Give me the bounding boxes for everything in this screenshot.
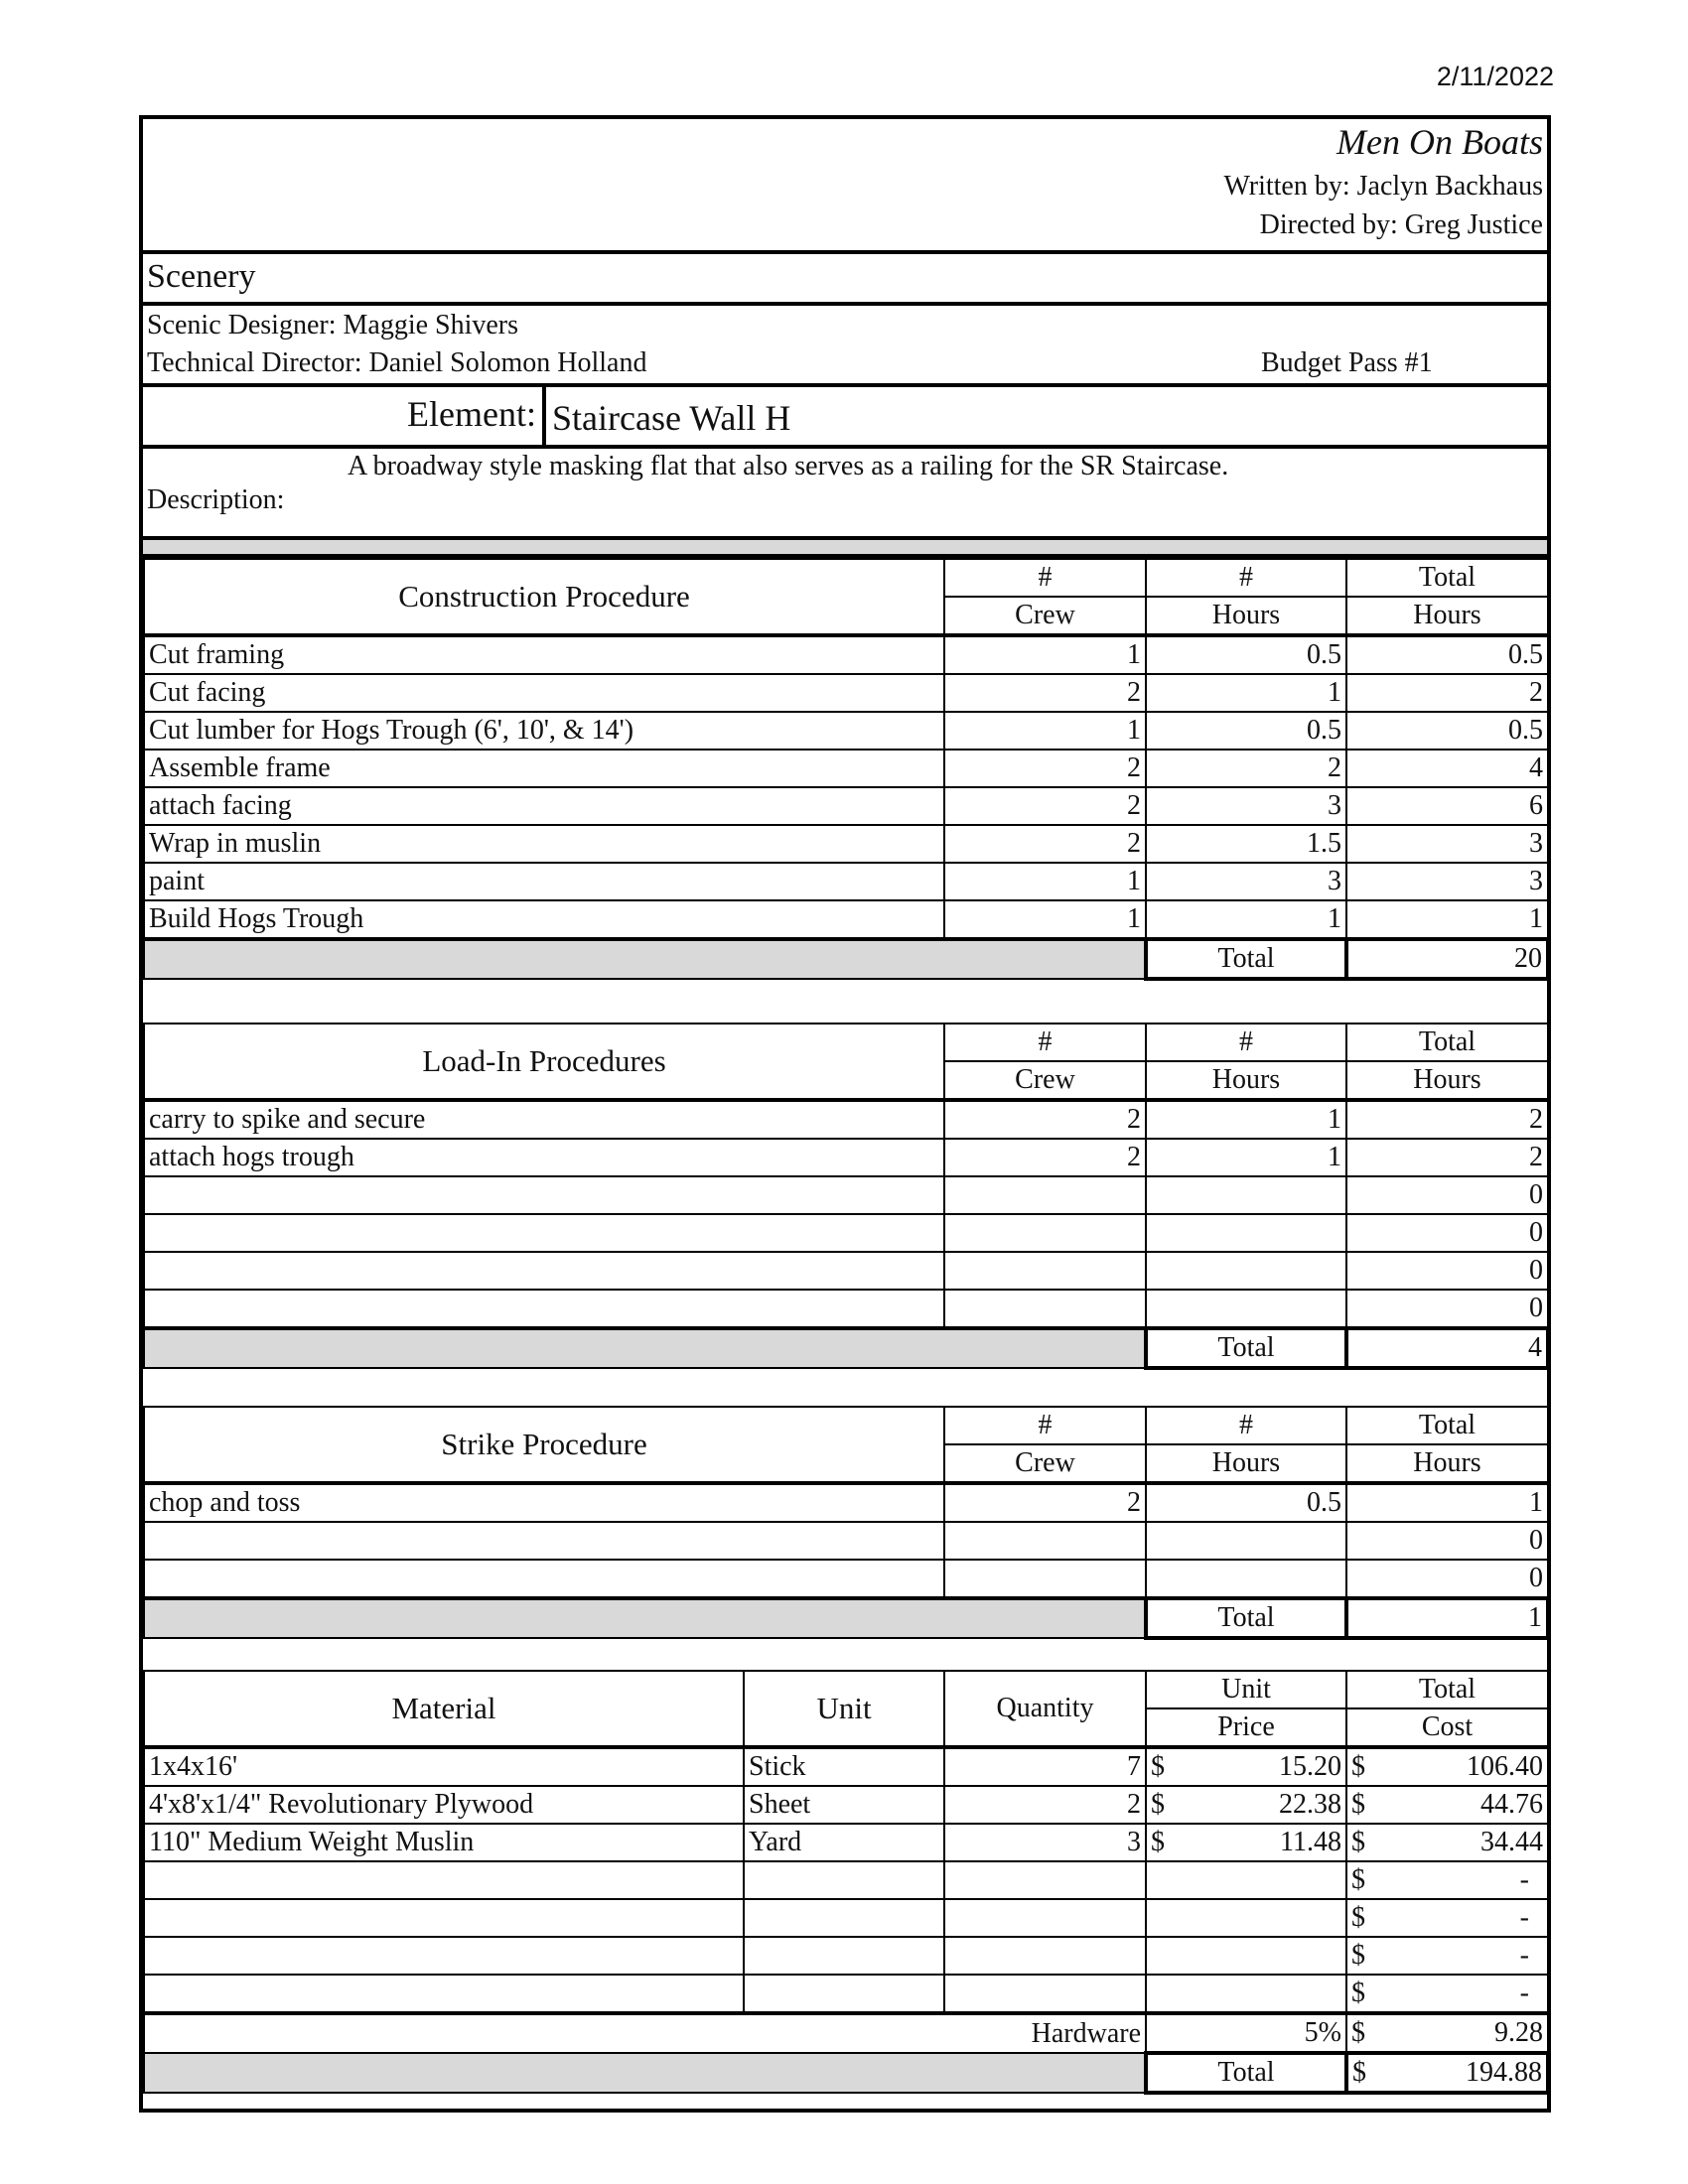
total-cost-cell — [1346, 1747, 1548, 1786]
loadin-table — [143, 1023, 1550, 1370]
quantity-cell: 2 — [944, 1786, 1146, 1824]
table-row — [144, 1899, 1548, 1937]
total-cell: 0 — [1346, 1560, 1548, 1598]
quantity-cell: 7 — [944, 1747, 1146, 1786]
department-title: Scenery — [147, 258, 256, 295]
unit-price-header-1: Unit — [1146, 1671, 1346, 1708]
hours-header: Hours — [1146, 1061, 1346, 1100]
currency-symbol: $ — [1351, 1940, 1365, 1971]
unit-price-cell — [1146, 1937, 1346, 1975]
budget-sheet — [139, 115, 1551, 2113]
total-cost-cell — [1346, 1861, 1548, 1899]
task-cell: carry to spike and secure — [144, 1100, 944, 1139]
hardware-cost-value: 9.28 — [1494, 2017, 1543, 2048]
hours-cell — [1146, 1252, 1346, 1290]
hours-header: Hours — [1146, 1444, 1346, 1483]
currency-symbol: $ — [1352, 2057, 1366, 2088]
total-cell: 2 — [1346, 1100, 1548, 1139]
credits-block — [143, 306, 1547, 387]
quantity-cell: 3 — [944, 1824, 1146, 1861]
hours-cell: 3 — [1146, 863, 1346, 900]
currency-symbol: $ — [1351, 1902, 1365, 1933]
total-label: Total — [1146, 1328, 1346, 1368]
department-bar — [143, 254, 1547, 306]
task-cell: Wrap in muslin — [144, 825, 944, 863]
material-cell — [144, 1899, 744, 1937]
total-cost-value: 44.76 — [1480, 1789, 1543, 1820]
total-header: Total — [1346, 1024, 1548, 1061]
task-cell — [144, 1252, 944, 1290]
element-name: Staircase Wall H — [552, 398, 791, 438]
table-row — [144, 1100, 1548, 1139]
description-label: Description: — [147, 484, 285, 515]
scenic-designer: Scenic Designer: Maggie Shivers — [147, 310, 519, 341]
total-cost-cell — [1346, 1786, 1548, 1824]
crew-cell: 2 — [944, 787, 1146, 825]
show-header — [143, 119, 1547, 254]
table-row — [144, 1560, 1548, 1598]
crew-cell: 1 — [944, 712, 1146, 750]
table-row — [144, 825, 1548, 863]
table-row — [144, 674, 1548, 712]
total-cost-value: - — [1519, 1940, 1529, 1971]
hours-cell: 1 — [1146, 674, 1346, 712]
total-cell: 2 — [1346, 674, 1548, 712]
task-cell: attach facing — [144, 787, 944, 825]
hours-cell: 0.5 — [1146, 635, 1346, 674]
task-cell: Cut framing — [144, 635, 944, 674]
materials-table — [143, 1670, 1550, 2095]
hardware-percent: 5% — [1146, 2013, 1346, 2053]
quantity-cell — [944, 1975, 1146, 2013]
hardware-label: Hardware — [144, 2013, 1146, 2053]
show-title: Men On Boats — [1336, 122, 1543, 162]
total-hours-header: Hours — [1346, 1061, 1548, 1100]
crew-cell: 1 — [944, 863, 1146, 900]
material-cell — [144, 1975, 744, 2013]
table-row — [144, 1824, 1548, 1861]
crew-cell: 2 — [944, 1483, 1146, 1522]
unit-cell — [744, 1899, 944, 1937]
unit-price-cell — [1146, 1861, 1346, 1899]
total-cell: 0.5 — [1346, 635, 1548, 674]
hours-cell — [1146, 1214, 1346, 1252]
total-cell: 6 — [1346, 787, 1548, 825]
material-cell: 4'x8'x1/4" Revolutionary Plywood — [144, 1786, 744, 1824]
table-row — [144, 1975, 1548, 2013]
table-row — [144, 1176, 1548, 1214]
unit-cell: Sheet — [744, 1786, 944, 1824]
total-cost-cell — [1346, 1937, 1548, 1975]
table-row — [144, 635, 1548, 674]
unit-price-cell — [1146, 1747, 1346, 1786]
total-cost-cell — [1346, 1824, 1548, 1861]
hours-cell — [1146, 1176, 1346, 1214]
total-label: Total — [1146, 1598, 1346, 1638]
table-row — [144, 1522, 1548, 1560]
table-row — [144, 1786, 1548, 1824]
unit-price-cell — [1146, 1975, 1346, 2013]
hours-hash: # — [1146, 1024, 1346, 1061]
technical-director: Technical Director: Daniel Solomon Holland — [147, 347, 647, 378]
crew-hash: # — [944, 1024, 1146, 1061]
unit-price-header-2: Price — [1146, 1708, 1346, 1747]
task-cell — [144, 1290, 944, 1328]
table-row — [144, 1290, 1548, 1328]
quantity-cell — [944, 1937, 1146, 1975]
spacer — [143, 540, 1547, 558]
hours-cell: 1 — [1146, 1100, 1346, 1139]
total-cell: 1 — [1346, 900, 1548, 939]
strike-total: 1 — [1346, 1598, 1548, 1638]
total-cell: 0.5 — [1346, 712, 1548, 750]
unit-header: Unit — [744, 1671, 944, 1747]
task-cell: Cut lumber for Hogs Trough (6', 10', & 14') — [144, 712, 944, 750]
crew-cell: 2 — [944, 750, 1146, 787]
task-cell: Build Hogs Trough — [144, 900, 944, 939]
total-cost-value: 106.40 — [1467, 1751, 1543, 1782]
materials-total-value: 194.88 — [1466, 2057, 1542, 2088]
loadin-title: Load-In Procedures — [144, 1024, 944, 1100]
total-cell: 0 — [1346, 1214, 1548, 1252]
total-header: Total — [1346, 1407, 1548, 1444]
construction-table — [143, 558, 1550, 981]
currency-symbol: $ — [1151, 1789, 1165, 1820]
total-cell: 2 — [1346, 1139, 1548, 1176]
total-cost-cell — [1346, 1975, 1548, 2013]
strike-title: Strike Procedure — [144, 1407, 944, 1483]
document-date: 2/11/2022 — [1436, 62, 1554, 91]
table-row — [144, 863, 1548, 900]
hours-cell — [1146, 1560, 1346, 1598]
crew-cell — [944, 1522, 1146, 1560]
hours-cell — [1146, 1290, 1346, 1328]
task-cell: attach hogs trough — [144, 1139, 944, 1176]
currency-symbol: $ — [1351, 1827, 1365, 1857]
construction-total: 20 — [1346, 939, 1548, 979]
table-row — [144, 1139, 1548, 1176]
unit-cell — [744, 1937, 944, 1975]
materials-total — [1346, 2053, 1548, 2093]
total-cost-value: - — [1519, 1864, 1529, 1895]
task-cell: paint — [144, 863, 944, 900]
crew-cell: 2 — [944, 1100, 1146, 1139]
table-row — [144, 1483, 1548, 1522]
unit-price-cell — [1146, 1899, 1346, 1937]
currency-symbol: $ — [1351, 1751, 1365, 1782]
task-cell — [144, 1176, 944, 1214]
total-cell: 3 — [1346, 825, 1548, 863]
hardware-cost — [1346, 2013, 1548, 2053]
crew-cell: 1 — [944, 900, 1146, 939]
crew-cell — [944, 1176, 1146, 1214]
grey-fill — [144, 1598, 1146, 1638]
hours-cell — [1146, 1522, 1346, 1560]
grey-fill — [144, 2053, 1146, 2093]
table-row — [144, 1252, 1548, 1290]
hours-hash: # — [1146, 559, 1346, 597]
unit-price-value: 11.48 — [1280, 1827, 1341, 1857]
hours-header: Hours — [1146, 597, 1346, 635]
budget-pass: Budget Pass #1 — [1261, 347, 1433, 378]
currency-symbol: $ — [1151, 1827, 1165, 1857]
unit-cell — [744, 1975, 944, 2013]
task-cell — [144, 1214, 944, 1252]
quantity-cell — [944, 1861, 1146, 1899]
table-row — [144, 1747, 1548, 1786]
table-row — [144, 1937, 1548, 1975]
hours-cell: 0.5 — [1146, 712, 1346, 750]
description-block — [143, 449, 1547, 540]
total-cell: 0 — [1346, 1522, 1548, 1560]
element-bar — [143, 387, 1547, 449]
total-label: Total — [1146, 2053, 1346, 2093]
unit-cell — [744, 1861, 944, 1899]
crew-cell: 2 — [944, 674, 1146, 712]
total-cell: 0 — [1346, 1176, 1548, 1214]
unit-cell: Yard — [744, 1824, 944, 1861]
total-cost-header-1: Total — [1346, 1671, 1548, 1708]
total-cost-cell — [1346, 1899, 1548, 1937]
total-hours-header: Hours — [1346, 1444, 1548, 1483]
crew-cell: 2 — [944, 825, 1146, 863]
total-cost-value: - — [1519, 1978, 1529, 2008]
currency-symbol: $ — [1151, 1751, 1165, 1782]
task-cell: chop and toss — [144, 1483, 944, 1522]
unit-price-cell — [1146, 1824, 1346, 1861]
unit-cell: Stick — [744, 1747, 944, 1786]
quantity-cell — [944, 1899, 1146, 1937]
material-cell: 110" Medium Weight Muslin — [144, 1824, 744, 1861]
total-cost-value: 34.44 — [1480, 1827, 1543, 1857]
table-row — [144, 1861, 1548, 1899]
crew-cell — [944, 1560, 1146, 1598]
task-cell: Assemble frame — [144, 750, 944, 787]
total-cost-value: - — [1519, 1902, 1529, 1933]
unit-price-cell — [1146, 1786, 1346, 1824]
currency-symbol: $ — [1351, 1864, 1365, 1895]
table-row — [144, 712, 1548, 750]
material-cell — [144, 1861, 744, 1899]
hours-cell: 1.5 — [1146, 825, 1346, 863]
material-header: Material — [144, 1671, 744, 1747]
directed-by: Directed by: Greg Justice — [1259, 209, 1543, 240]
hours-cell: 1 — [1146, 1139, 1346, 1176]
element-label: Element: — [407, 394, 536, 434]
table-row — [144, 787, 1548, 825]
unit-price-value: 22.38 — [1279, 1789, 1341, 1820]
crew-cell: 2 — [944, 1139, 1146, 1176]
hours-cell: 1 — [1146, 900, 1346, 939]
crew-cell — [944, 1252, 1146, 1290]
construction-title: Construction Procedure — [144, 559, 944, 635]
crew-header: Crew — [944, 1444, 1146, 1483]
crew-cell: 1 — [944, 635, 1146, 674]
crew-header: Crew — [944, 597, 1146, 635]
hours-cell: 3 — [1146, 787, 1346, 825]
task-cell — [144, 1560, 944, 1598]
written-by: Written by: Jaclyn Backhaus — [1223, 171, 1543, 202]
crew-cell — [944, 1214, 1146, 1252]
description-text: A broadway style masking flat that also serves as a railing for the SR Staircase. — [348, 451, 1229, 481]
hours-cell: 0.5 — [1146, 1483, 1346, 1522]
strike-table — [143, 1406, 1550, 1640]
task-cell — [144, 1522, 944, 1560]
crew-cell — [944, 1290, 1146, 1328]
currency-symbol: $ — [1351, 1789, 1365, 1820]
grey-fill — [144, 1328, 1146, 1368]
total-header: Total — [1346, 559, 1548, 597]
table-row — [144, 1214, 1548, 1252]
material-cell: 1x4x16' — [144, 1747, 744, 1786]
total-hours-header: Hours — [1346, 597, 1548, 635]
crew-hash: # — [944, 1407, 1146, 1444]
grey-fill — [144, 939, 1146, 979]
table-row — [144, 900, 1548, 939]
total-cost-header-2: Cost — [1346, 1708, 1548, 1747]
total-cell: 0 — [1346, 1252, 1548, 1290]
currency-symbol: $ — [1351, 1978, 1365, 2008]
task-cell: Cut facing — [144, 674, 944, 712]
total-cell: 3 — [1346, 863, 1548, 900]
table-row — [144, 750, 1548, 787]
total-cell: 0 — [1346, 1290, 1548, 1328]
loadin-total: 4 — [1346, 1328, 1548, 1368]
total-label: Total — [1146, 939, 1346, 979]
material-cell — [144, 1937, 744, 1975]
total-cell: 4 — [1346, 750, 1548, 787]
crew-hash: # — [944, 559, 1146, 597]
hours-hash: # — [1146, 1407, 1346, 1444]
currency-symbol: $ — [1351, 2017, 1365, 2048]
crew-header: Crew — [944, 1061, 1146, 1100]
total-cell: 1 — [1346, 1483, 1548, 1522]
quantity-header: Quantity — [944, 1671, 1146, 1747]
hours-cell: 2 — [1146, 750, 1346, 787]
unit-price-value: 15.20 — [1279, 1751, 1341, 1782]
